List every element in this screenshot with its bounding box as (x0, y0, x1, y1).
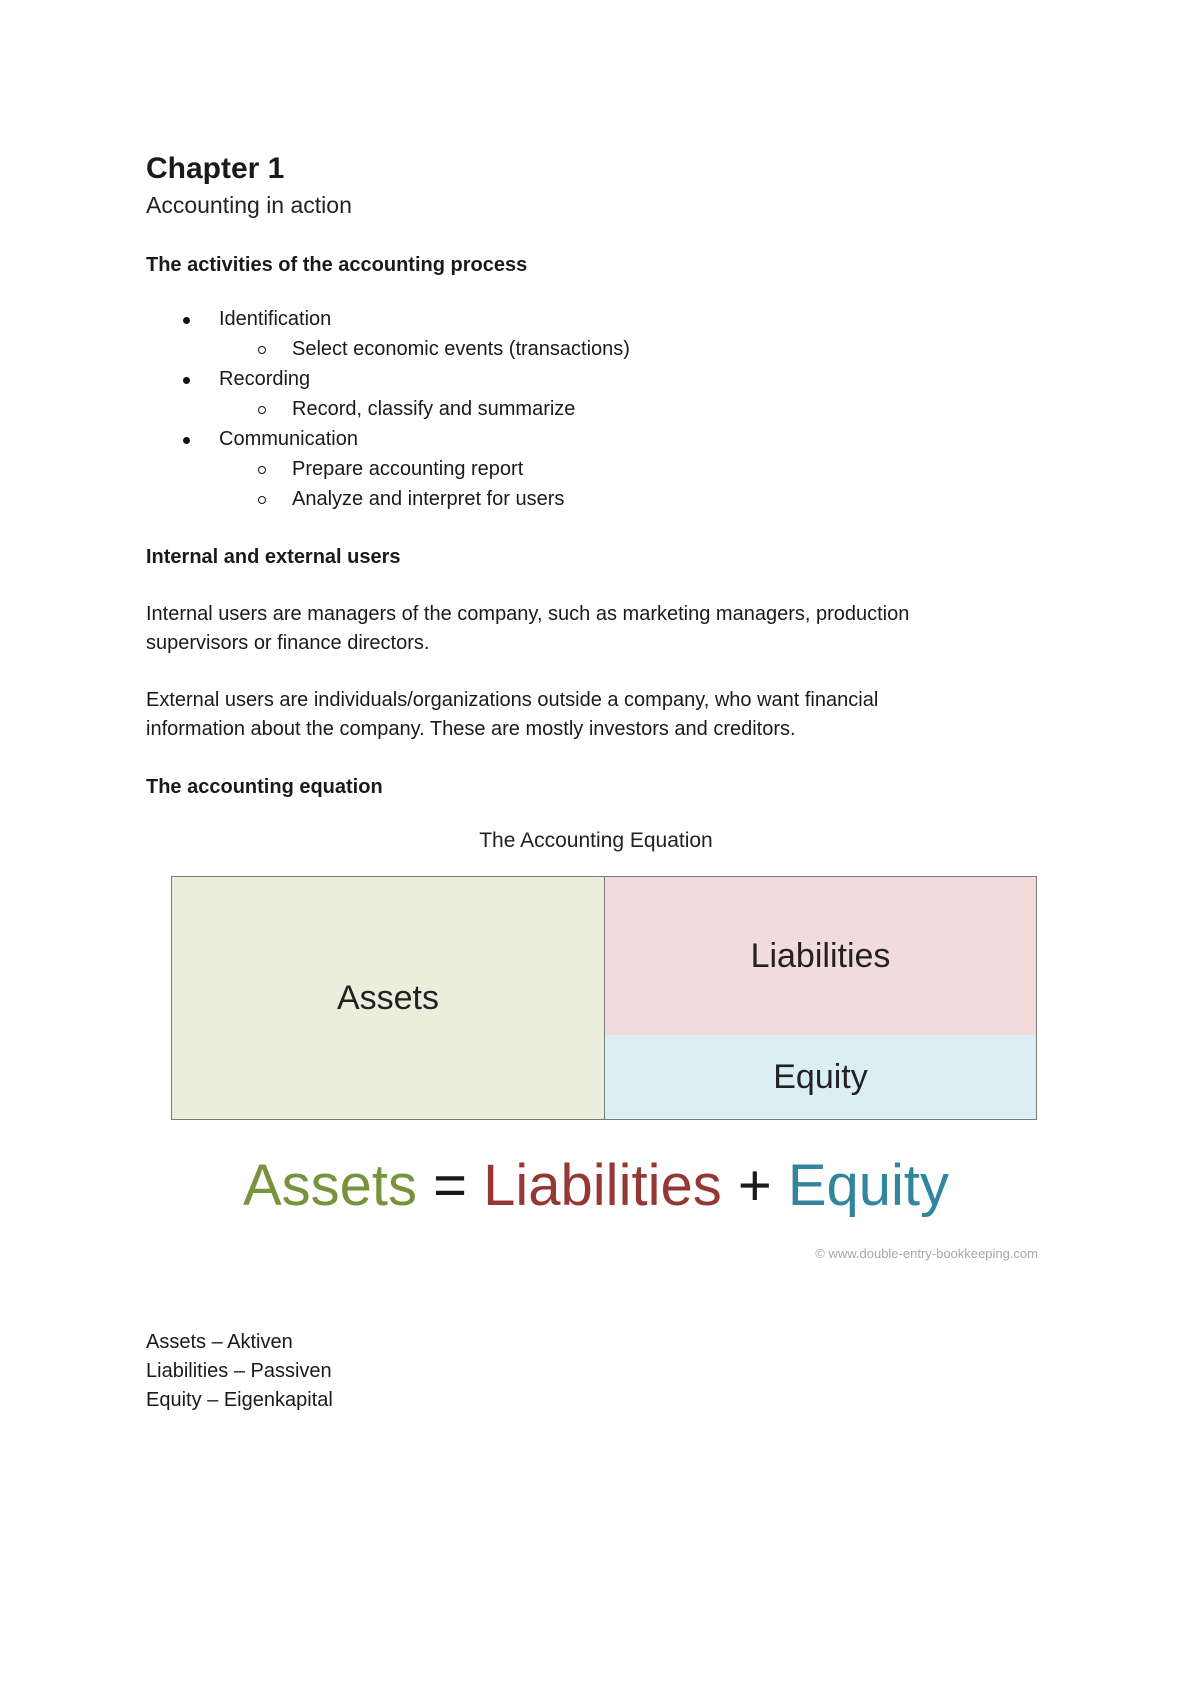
equation-heading: The accounting equation (146, 776, 383, 798)
circle-bullet-icon (258, 346, 266, 354)
sub-list-item (146, 334, 1046, 364)
formula-equals: = (433, 1153, 468, 1218)
formula-liabilities: Liabilities (483, 1153, 722, 1218)
list-item (146, 424, 1046, 454)
circle-bullet-icon (258, 466, 266, 474)
accounting-equation-figure (146, 826, 1046, 1266)
internal-users-line-1: Internal users are managers of the company, such as marketing managers, production (146, 603, 910, 625)
circle-bullet-icon (258, 496, 266, 504)
internal-users-paragraph (146, 600, 1046, 658)
translation-line: Assets – Aktiven (146, 1331, 293, 1353)
equation-diagram (171, 876, 1037, 1120)
list-item-label: Communication (219, 428, 358, 450)
sub-list-item (146, 454, 1046, 484)
list-item-label: Recording (219, 368, 311, 390)
bullet-icon (183, 377, 190, 384)
bullet-icon (183, 317, 190, 324)
sub-list-item-label: Select economic events (transactions) (292, 338, 630, 360)
list-item (146, 364, 1046, 394)
list-item (146, 304, 1046, 334)
activities-list (146, 304, 1046, 514)
chapter-subtitle: Accounting in action (146, 192, 352, 218)
users-heading: Internal and external users (146, 546, 401, 568)
sub-list-item-label: Analyze and interpret for users (292, 488, 565, 510)
sub-list-item-label: Prepare accounting report (292, 458, 524, 480)
formula-equity: Equity (787, 1153, 950, 1218)
external-users-paragraph (146, 686, 1046, 744)
figure-title: The Accounting Equation (479, 829, 713, 852)
internal-users-line-2: supervisors or finance directors. (146, 632, 430, 654)
liabilities-box: Liabilities (605, 877, 1036, 1035)
list-item-label: Identification (219, 308, 332, 330)
document-page (146, 150, 1046, 1415)
external-users-line-1: External users are individuals/organizations outside a company, who want financial (146, 689, 879, 711)
external-users-line-2: information about the company. These are mostly investors and creditors. (146, 718, 796, 740)
sub-list-item (146, 394, 1046, 424)
circle-bullet-icon (258, 406, 266, 414)
equation-formula (146, 1151, 1046, 1221)
formula-plus: + (737, 1153, 772, 1218)
activities-heading: The activities of the accounting process (146, 254, 528, 276)
chapter-title: Chapter 1 (146, 152, 285, 185)
sub-list-item (146, 484, 1046, 514)
translation-line: Equity – Eigenkapital (146, 1389, 333, 1411)
translation-line: Liabilities – Passiven (146, 1360, 332, 1382)
equity-box: Equity (605, 1035, 1036, 1119)
bullet-icon (183, 437, 190, 444)
sub-list-item-label: Record, classify and summarize (292, 398, 576, 420)
formula-assets: Assets (242, 1153, 418, 1218)
assets-box: Assets (172, 877, 605, 1119)
copyright-notice: © www.double-entry-bookkeeping.com (815, 1246, 1038, 1261)
